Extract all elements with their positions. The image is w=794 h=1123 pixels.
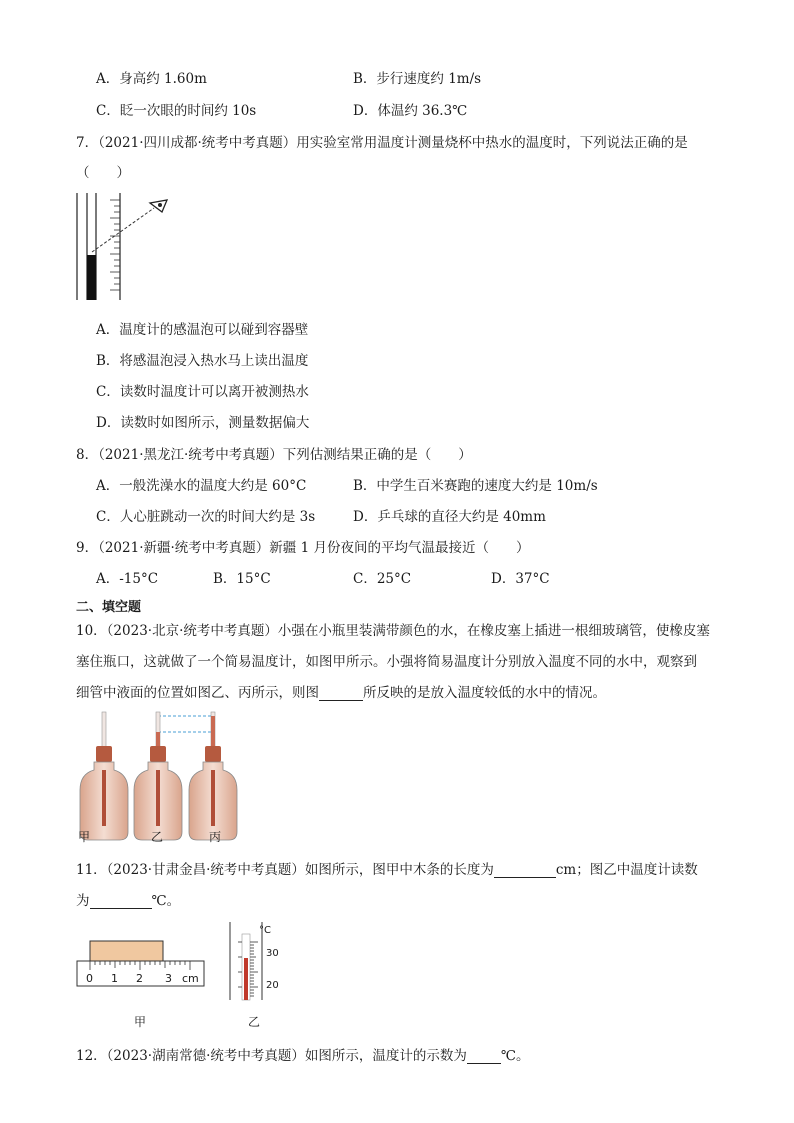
bottle-yi: [134, 712, 182, 840]
q8-option-b: B．中学生百米赛跑的速度大约是 10m/s: [353, 478, 598, 494]
q10-line2: 塞住瓶口，这就做了一个简易温度计，如图甲所示。小强将简易温度计分别放入温度不同的水中，观察到: [76, 654, 697, 670]
q9-stem: 9．（2021·新疆·统考中考真题）新疆 1 月份夜间的平均气温最接近（ ）: [76, 540, 530, 556]
q7-option-d: D．读数时如图所示，测量数据偏大: [96, 415, 310, 431]
q11-line1: 11．（2023·甘肃金昌·统考中考真题）如图所示，图甲中木条的长度为 cm；图乙中温度计读数: [76, 862, 698, 878]
q10-line3: 细管中液面的位置如图乙、丙所示，则图 所反映的是放入温度较低的水中的情况。: [76, 685, 606, 701]
q8-option-a: A．一般洗澡水的温度大约是 60°C: [96, 478, 307, 494]
q6-option-b: B．步行速度约 1m/s: [353, 71, 482, 87]
q7-option-a: A．温度计的感温泡可以碰到容器壁: [96, 322, 309, 338]
q10-line1: 10．（2023·北京·统考中考真题）小强在小瓶里装满带颜色的水，在橡皮塞上插进一根细玻璃管，使橡皮塞: [76, 623, 710, 639]
ruler-tick-2: 2: [136, 972, 143, 985]
q11-length-blank[interactable]: [494, 863, 556, 878]
q8-stem: 8．（2021·黑龙江·统考中考真题）下列估测结果正确的是（ ）: [76, 447, 472, 463]
thermo-unit: °C: [259, 925, 271, 936]
section-heading: 二、填空题: [76, 600, 142, 615]
bottle-jia: [80, 712, 128, 840]
q9-option-c: C．25°C: [353, 571, 412, 587]
bottle-bing: [189, 712, 237, 840]
q6-option-d: D．体温约 36.3℃: [353, 103, 468, 119]
label-thermo-yi: 乙: [248, 1015, 261, 1029]
q8-option-c: C．人心脏跳动一次的时间大约是 3s: [96, 509, 316, 525]
q11-line2: 为 ℃。: [76, 893, 181, 909]
q10-answer-blank[interactable]: [319, 686, 363, 701]
label-jia: 甲: [78, 830, 91, 844]
q9-option-b: B．15°C: [213, 571, 271, 587]
thermometer-reading-figure: [70, 190, 180, 302]
q9-option-d: D．37°C: [491, 571, 550, 587]
label-yi: 乙: [151, 830, 164, 844]
q9-option-a: A．-15°C: [96, 571, 159, 587]
wood-strip: [90, 941, 163, 961]
ruler-tick-1: 1: [111, 972, 118, 985]
thermo-tick-30: 30: [266, 948, 279, 959]
q7-stem-bracket: （ ）: [76, 165, 130, 181]
ruler-tick-0: 0: [86, 972, 93, 985]
bottle-thermometers-figure: [70, 710, 250, 846]
q7-stem: 7．（2021·四川成都·统考中考真题）用实验室常用温度计测量烧杯中热水的温度时，下列说法正确的是: [76, 135, 688, 151]
label-ruler-jia: 甲: [134, 1015, 147, 1029]
q7-option-c: C．读数时温度计可以离开被测热水: [96, 384, 309, 400]
q7-option-b: B．将感温泡浸入热水马上读出温度: [96, 353, 309, 369]
ruler-unit: cm: [182, 972, 199, 985]
q11-temp-blank[interactable]: [90, 894, 152, 909]
thermo-tick-20: 20: [266, 980, 279, 991]
mercury-column: [244, 958, 248, 1000]
q6-option-a: A．身高约 1.60m: [96, 71, 207, 87]
ruler-tick-3: 3: [165, 972, 172, 985]
q6-option-c: C．眨一次眼的时间约 10s: [96, 103, 257, 119]
q12-stem: 12．（2023·湖南常德·统考中考真题）如图所示，温度计的示数为 ℃。: [76, 1048, 530, 1064]
q8-option-d: D．乒乓球的直径大约是 40mm: [353, 509, 546, 525]
label-bing: 丙: [209, 830, 222, 844]
q12-answer-blank[interactable]: [467, 1049, 501, 1064]
